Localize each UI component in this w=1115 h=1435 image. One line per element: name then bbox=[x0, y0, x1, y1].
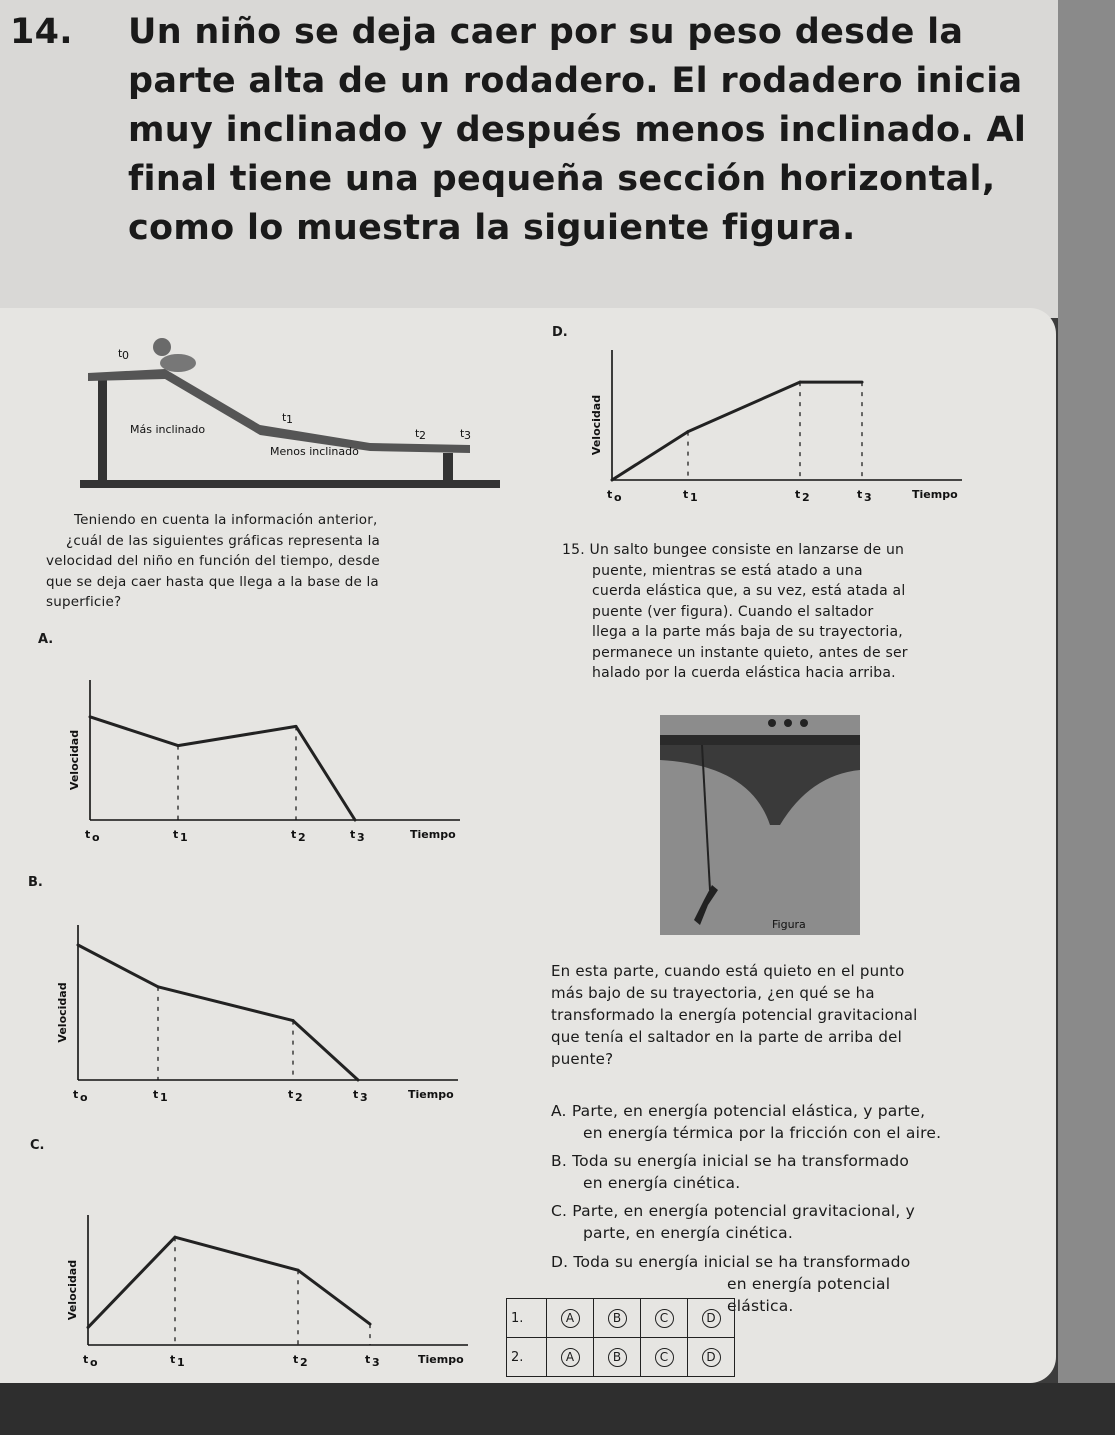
tick-label: t bbox=[353, 1088, 359, 1101]
intro-line: 15. Un salto bungee consiste en lanzarse de un bbox=[562, 542, 905, 558]
person-icon bbox=[800, 719, 808, 727]
slide-label-less: Menos inclinado bbox=[270, 445, 359, 458]
bubble-2-c[interactable]: C bbox=[641, 1338, 688, 1377]
graph-option-d bbox=[590, 350, 980, 520]
question-line: Un niño se deja caer por su peso desde la bbox=[128, 12, 964, 52]
question-line: más bajo de su trayectoria, ¿en qué se ha bbox=[551, 984, 875, 1002]
tick-label: t bbox=[153, 1088, 159, 1101]
intro-line: cuerda elástica que, a su vez, está atada al bbox=[592, 583, 906, 599]
answer-sheet bbox=[506, 1298, 735, 1377]
tick-subscript: 2 bbox=[295, 1091, 303, 1104]
svg-text:1: 1 bbox=[286, 413, 293, 426]
svg-text:t: t bbox=[415, 427, 420, 440]
answer-option-d[interactable]: D. Toda su energía inicial se ha transformado en energía potencial elástica. bbox=[551, 1253, 911, 1315]
answer-option-c[interactable]: C. Parte, en energía potencial gravitacional, y parte, en energía cinética. bbox=[551, 1202, 915, 1242]
tick-label: t bbox=[365, 1353, 371, 1366]
intro-line: puente (ver figura). Cuando el saltador bbox=[592, 603, 874, 620]
svg-text:t: t bbox=[460, 427, 465, 440]
graph-option-c bbox=[60, 1175, 480, 1380]
x-axis-label: Tiempo bbox=[410, 828, 456, 841]
tick-subscript: 3 bbox=[372, 1356, 380, 1369]
question-number: 14. bbox=[10, 12, 73, 52]
x-axis-label: Tiempo bbox=[418, 1353, 464, 1366]
slide-leg bbox=[443, 453, 453, 481]
option-d-label[interactable]: D. bbox=[552, 325, 568, 340]
answer-row-number: 2. bbox=[507, 1338, 547, 1377]
velocity-segment bbox=[158, 987, 293, 1021]
prompt-line: Teniendo en cuenta la información anterior, bbox=[74, 512, 378, 528]
question-14-prompt bbox=[46, 510, 506, 613]
tick-label: t bbox=[857, 488, 863, 501]
svg-text:t: t bbox=[282, 411, 287, 424]
x-axis-label: Tiempo bbox=[408, 1088, 454, 1101]
y-axis-label: Velocidad bbox=[68, 729, 81, 791]
tick-label: t bbox=[795, 488, 801, 501]
option-a-label[interactable]: A. bbox=[38, 632, 54, 647]
tick-subscript: 2 bbox=[300, 1356, 308, 1369]
answer-row bbox=[507, 1299, 735, 1338]
question-line: En esta parte, cuando está quieto en el punto bbox=[551, 962, 905, 980]
answer-row-number: 1. bbox=[507, 1299, 547, 1338]
velocity-segment bbox=[88, 1237, 175, 1327]
velocity-segment bbox=[612, 432, 688, 480]
tick-subscript: o bbox=[90, 1356, 98, 1369]
tick-subscript: 1 bbox=[180, 831, 188, 844]
velocity-segment bbox=[78, 945, 158, 987]
question-line: que tenía el saltador en la parte de arriba del bbox=[551, 1028, 902, 1046]
intro-line: permanece un instante quieto, antes de ser bbox=[592, 644, 908, 661]
bubble-1-d[interactable]: D bbox=[688, 1299, 735, 1338]
tick-label: t bbox=[83, 1353, 89, 1366]
question-15-question bbox=[551, 960, 991, 1070]
question-15-intro bbox=[562, 540, 992, 684]
velocity-segment bbox=[90, 717, 178, 746]
y-axis-label: Velocidad bbox=[66, 1259, 79, 1321]
tick-subscript: 2 bbox=[298, 831, 306, 844]
svg-text:2: 2 bbox=[419, 429, 426, 442]
question-line: parte alta de un rodadero. El rodadero inicia bbox=[128, 61, 1023, 101]
tick-subscript: 1 bbox=[690, 491, 698, 504]
intro-line: halado por la cuerda elástica hacia arriba. bbox=[592, 665, 896, 681]
question-line: transformado la energía potencial gravitacional bbox=[551, 1006, 918, 1024]
tick-label: t bbox=[293, 1353, 299, 1366]
svg-text:3: 3 bbox=[464, 429, 471, 442]
tick-label: t bbox=[683, 488, 689, 501]
option-c-label[interactable]: C. bbox=[30, 1138, 45, 1153]
graph-option-b bbox=[50, 910, 470, 1110]
tick-label: t bbox=[288, 1088, 294, 1101]
person-icon bbox=[768, 719, 776, 727]
tick-label: t bbox=[173, 828, 179, 841]
y-axis-label: Velocidad bbox=[590, 394, 603, 456]
prompt-line: que se deja caer hasta que llega a la base de la bbox=[46, 573, 379, 590]
bubble-1-b[interactable]: B bbox=[594, 1299, 641, 1338]
slide-surface bbox=[88, 369, 470, 453]
bubble-2-b[interactable]: B bbox=[594, 1338, 641, 1377]
bubble-2-d[interactable]: D bbox=[688, 1338, 735, 1377]
question-line: final tiene una pequeña sección horizontal, bbox=[128, 159, 996, 199]
tick-subscript: 3 bbox=[357, 831, 365, 844]
bubble-2-a[interactable]: A bbox=[547, 1338, 594, 1377]
svg-text:0: 0 bbox=[122, 349, 129, 362]
question-line: como lo muestra la siguiente figura. bbox=[128, 208, 856, 248]
question-line: puente? bbox=[551, 1050, 614, 1068]
question-line: muy inclinado y después menos inclinado. Al bbox=[128, 110, 1027, 150]
answer-row bbox=[507, 1338, 735, 1377]
x-axis-label: Tiempo bbox=[912, 488, 958, 501]
velocity-segment bbox=[293, 1021, 358, 1080]
answer-option-b[interactable]: B. Toda su energía inicial se ha transformado en energía cinética. bbox=[551, 1152, 910, 1192]
tick-subscript: o bbox=[614, 491, 622, 504]
velocity-segment bbox=[688, 382, 800, 432]
intro-line: llega a la parte más baja de su trayectoria, bbox=[592, 624, 903, 640]
slide-ladder bbox=[98, 377, 107, 481]
velocity-segment bbox=[298, 1270, 370, 1324]
tick-subscript: 1 bbox=[160, 1091, 168, 1104]
slide-label-more: Más inclinado bbox=[130, 423, 206, 436]
person-icon bbox=[784, 719, 792, 727]
tick-subscript: 2 bbox=[802, 491, 810, 504]
y-axis-label: Velocidad bbox=[56, 982, 69, 1043]
svg-text:t: t bbox=[118, 347, 123, 360]
bungee-figure bbox=[660, 715, 860, 935]
tick-label: t bbox=[170, 1353, 176, 1366]
tick-label: t bbox=[350, 828, 356, 841]
tick-label: t bbox=[291, 828, 297, 841]
child-head-icon bbox=[153, 338, 171, 356]
bubble-1-c[interactable]: C bbox=[641, 1299, 688, 1338]
slide-base bbox=[80, 480, 500, 488]
prompt-line: ¿cuál de las siguientes gráficas representa la bbox=[66, 532, 380, 549]
figure-caption: Figura bbox=[772, 918, 806, 931]
velocity-segment bbox=[178, 726, 296, 745]
prompt-line: velocidad del niño en función del tiempo, desde bbox=[46, 553, 380, 569]
option-b-label[interactable]: B. bbox=[28, 875, 43, 890]
graph-option-a bbox=[60, 670, 470, 860]
bubble-1-a[interactable]: A bbox=[547, 1299, 594, 1338]
prompt-line: superficie? bbox=[46, 594, 122, 610]
tick-subscript: 3 bbox=[864, 491, 872, 504]
slide-figure bbox=[70, 325, 510, 495]
tick-subscript: 1 bbox=[177, 1356, 185, 1369]
velocity-segment bbox=[175, 1237, 298, 1270]
tick-label: t bbox=[85, 828, 91, 841]
velocity-segment bbox=[296, 726, 355, 820]
intro-line: puente, mientras se está atado a una bbox=[592, 562, 863, 579]
tick-subscript: 3 bbox=[360, 1091, 368, 1104]
tick-label: t bbox=[607, 488, 613, 501]
tick-label: t bbox=[73, 1088, 79, 1101]
tick-subscript: o bbox=[92, 831, 100, 844]
question-14-heading bbox=[10, 8, 1050, 253]
bottom-background bbox=[0, 1383, 1115, 1435]
background-strip bbox=[1058, 0, 1115, 1435]
answer-option-a[interactable]: A. Parte, en energía potencial elástica, y parte, en energía térmica por la fricción con el aire. bbox=[551, 1102, 942, 1142]
tick-subscript: o bbox=[80, 1091, 88, 1104]
child-body-icon bbox=[160, 354, 196, 372]
